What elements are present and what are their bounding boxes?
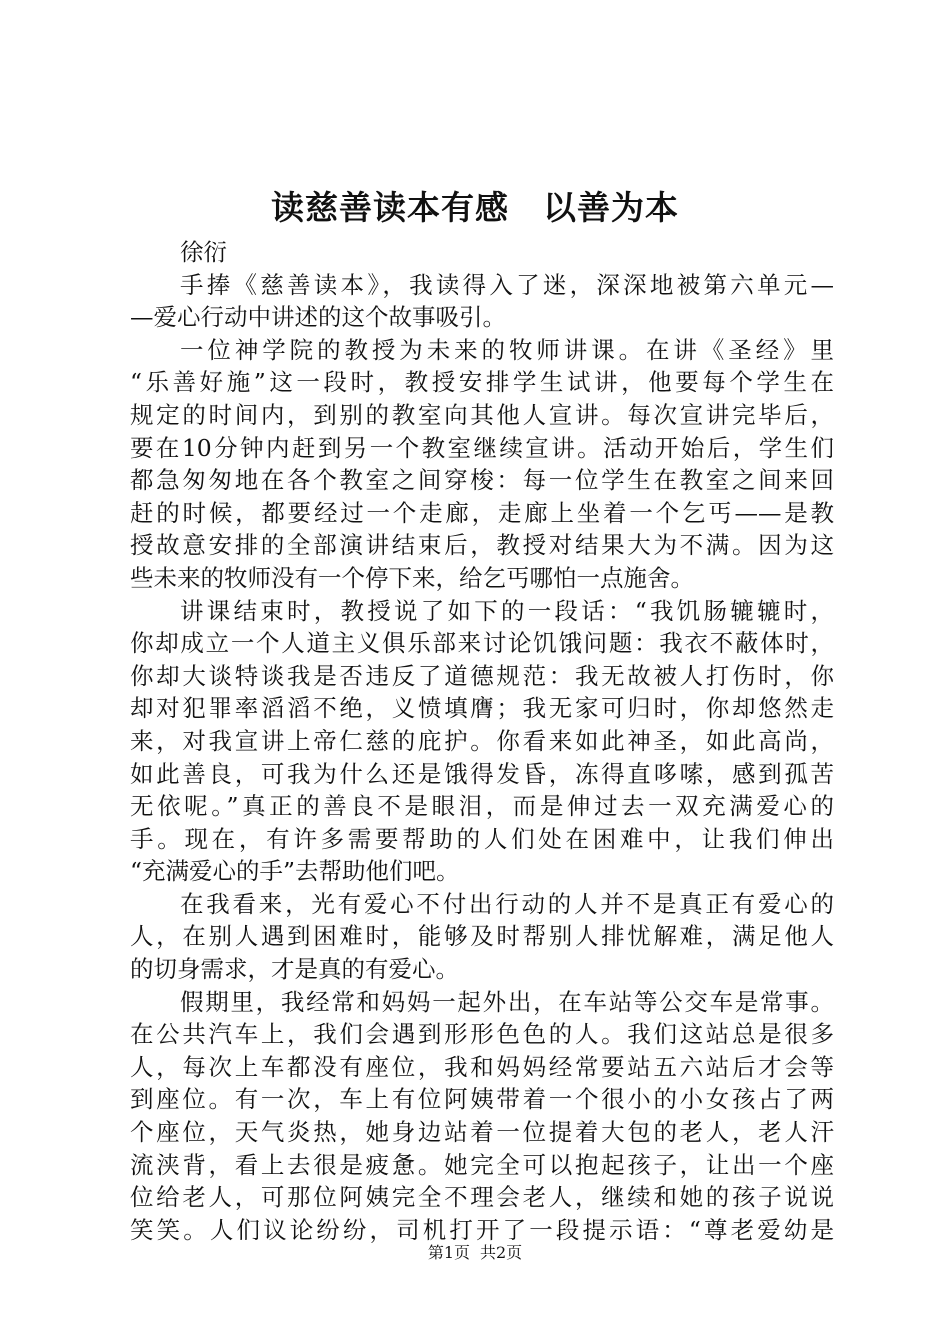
document-body — [130, 236, 834, 1246]
body-line: 的切身需求，才是真的有爱心。 — [130, 955, 459, 984]
body-line: 假期里，我经常和妈妈一起外出，在车站等公交车是常事。 — [180, 987, 834, 1016]
title-main: 读慈善读本有感 — [271, 188, 509, 227]
body-line: 流浃背，看上去很是疲惫。她完全可以抱起孩子，让出一个座 — [130, 1150, 834, 1179]
body-line: 人，每次上车都没有座位，我和妈妈经常要站五六站后才会等 — [130, 1052, 834, 1081]
page-number: 第1页 — [427, 1243, 470, 1262]
body-line: 手捧《慈善读本》，我读得入了迷，深深地被第六单元— — [180, 270, 834, 299]
body-line: 都急匆匆地在各个教室之间穿梭：每一位学生在教室之间来回 — [130, 466, 834, 495]
body-line: 手。现在，有许多需要帮助的人们处在困难中，让我们伸出 — [130, 824, 834, 853]
body-line: 讲课结束时，教授说了如下的一段话：“我饥肠辘辘时， — [180, 596, 834, 625]
body-line: 你却大谈特谈我是否违反了道德规范：我无故被人打伤时，你 — [130, 661, 834, 690]
body-line: 人，在别人遇到困难时，能够及时帮别人排忧解难，满足他人 — [130, 922, 834, 951]
body-line: 到座位。有一次，车上有位阿姨带着一个很小的小女孩占了两 — [130, 1085, 834, 1114]
body-line: 赶的时候，都要经过一个走廊，走廊上坐着一个乞丐——是教 — [130, 498, 834, 527]
body-line: 在我看来，光有爱心不付出行动的人并不是真正有爱心的 — [180, 889, 834, 918]
author-name: 徐衍 — [180, 238, 227, 266]
document-title — [0, 186, 950, 230]
body-line: 笑笑。人们议论纷纷，司机打开了一段提示语：“尊老爱幼是 — [130, 1215, 834, 1244]
body-line: 在公共汽车上，我们会遇到形形色色的人。我们这站总是很多 — [130, 1020, 834, 1049]
page-footer — [0, 1242, 950, 1264]
body-line: “充满爱心的手”去帮助他们吧。 — [130, 857, 460, 886]
body-line: —爱心行动中讲述的这个故事吸引。 — [130, 303, 506, 332]
body-line: “乐善好施”这一段时，教授安排学生试讲，他要每个学生在 — [130, 368, 834, 397]
body-line: 一位神学院的教授为未来的牧师讲课。在讲《圣经》里 — [180, 335, 834, 364]
body-line: 位给老人，可那位阿姨完全不理会老人，继续和她的孩子说说 — [130, 1183, 834, 1212]
body-line: 些未来的牧师没有一个停下来，给乞丐哪怕一点施舍。 — [130, 563, 694, 592]
body-line: 授故意安排的全部演讲结束后，教授对结果大为不满。因为这 — [130, 531, 834, 560]
body-line: 无依呢。”真正的善良不是眼泪，而是伸过去一双充满爱心的 — [130, 792, 834, 821]
body-line: 来，对我宣讲上帝仁慈的庇护。你看来如此神圣，如此高尚， — [130, 726, 834, 755]
body-line: 如此善良，可我为什么还是饿得发昏，冻得直哆嗦，感到孤苦 — [130, 759, 834, 788]
body-line: 要在10分钟内赶到另一个教室继续宣讲。活动开始后，学生们 — [130, 433, 834, 462]
body-line: 你却成立一个人道主义俱乐部来讨论饥饿问题：我衣不蔽体时， — [130, 629, 834, 658]
title-subtitle: 以善为本 — [543, 188, 679, 227]
body-line: 却对犯罪率滔滔不绝，义愤填膺；我无家可归时，你却悠然走 — [130, 694, 834, 723]
body-line: 规定的时间内，到别的教室向其他人宣讲。每次宣讲完毕后， — [130, 400, 834, 429]
body-line: 个座位，天气炎热，她身边站着一位提着大包的老人，老人汗 — [130, 1118, 834, 1147]
page-total: 共2页 — [480, 1243, 523, 1262]
